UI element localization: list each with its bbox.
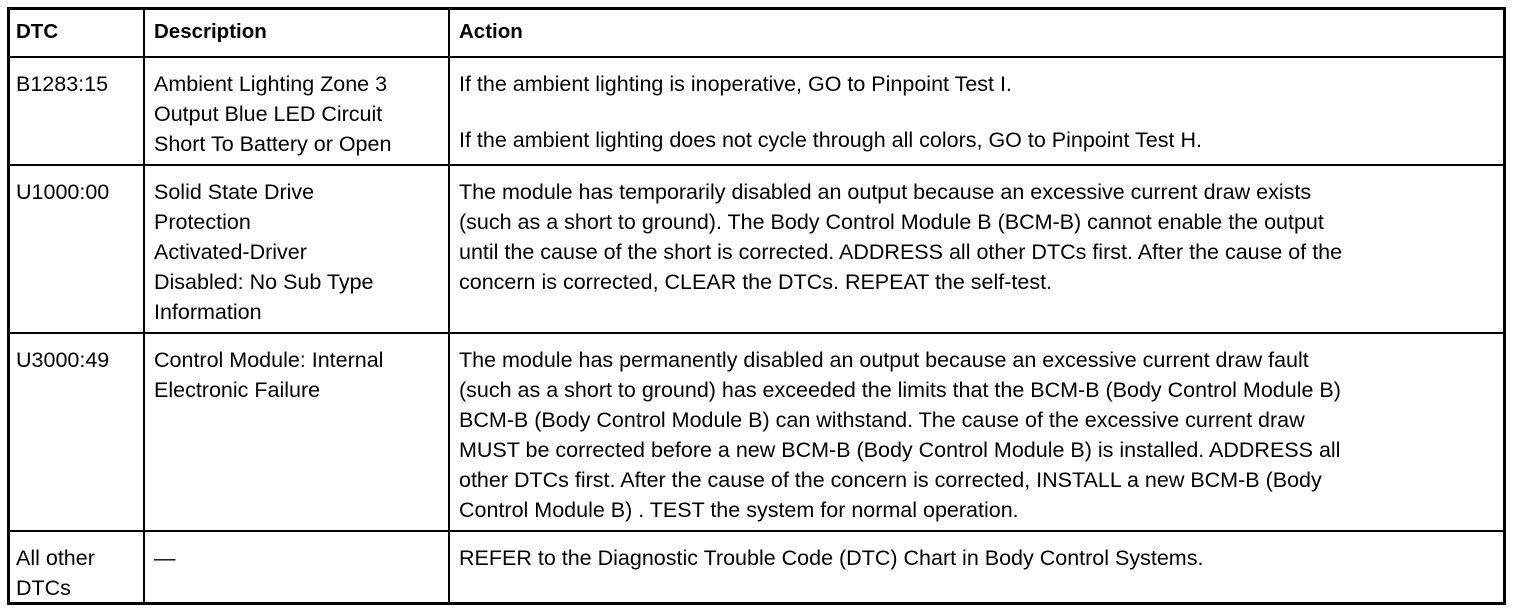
action-cell — [448, 166, 1503, 332]
action-line: Control Module B) . TEST the system for normal operation. — [459, 498, 1019, 522]
action-line: The module has temporarily disabled an output because an excessive current draw exists — [459, 180, 1312, 204]
action-line: REFER to the Diagnostic Trouble Code (DTC) Chart in Body Control Systems. — [459, 546, 1204, 570]
dtc-code: All other — [16, 546, 95, 570]
table-row — [10, 56, 1503, 164]
description-line: Short To Battery or Open — [154, 132, 392, 156]
dtc-code-cell — [10, 334, 143, 530]
dtc-table — [7, 7, 1506, 605]
description-line: Information — [154, 300, 262, 324]
action-paragraph — [459, 543, 1503, 573]
action-line: (such as a short to ground) has exceeded the limits that the BCM-B (Body Control Module B) — [459, 378, 1341, 402]
description-cell — [143, 532, 448, 602]
table-row — [10, 164, 1503, 332]
dtc-code-cell — [10, 166, 143, 332]
header-description: Description — [143, 10, 448, 56]
action-line: The module has permanently disabled an output because an excessive current draw fault — [459, 348, 1309, 372]
action-line: (such as a short to ground). The Body Control Module B (BCM-B) cannot enable the output — [459, 210, 1324, 234]
description-line: Control Module: Internal — [154, 348, 384, 372]
action-paragraph — [459, 125, 1503, 155]
description-cell — [143, 334, 448, 530]
header-action: Action — [448, 10, 1503, 56]
table-header-row — [10, 10, 1503, 56]
action-line: MUST be corrected before a new BCM-B (Body Control Module B) is installed. ADDRESS all — [459, 438, 1341, 462]
action-line: until the cause of the short is corrected. ADDRESS all other DTCs first. After the cause of the — [459, 240, 1343, 264]
dtc-code: U3000:49 — [16, 348, 110, 372]
description-cell — [143, 166, 448, 332]
header-dtc: DTC — [16, 20, 59, 43]
dtc-code: DTCs — [16, 576, 71, 600]
description-line: — — [154, 546, 176, 570]
dtc-code-cell — [10, 58, 143, 164]
action-line: concern is corrected, CLEAR the DTCs. REPEAT the self-test. — [459, 270, 1053, 294]
description-line: Activated-Driver — [154, 240, 307, 264]
action-paragraph — [459, 69, 1503, 99]
action-cell — [448, 334, 1503, 530]
action-paragraph — [459, 177, 1503, 297]
description-line: Disabled: No Sub Type — [154, 270, 374, 294]
description-line: Ambient Lighting Zone 3 — [154, 72, 388, 96]
action-line: BCM-B (Body Control Module B) can withstand. The cause of the excessive current draw — [459, 408, 1305, 432]
description-cell — [143, 58, 448, 164]
action-line: other DTCs first. After the cause of the concern is corrected, INSTALL a new BCM-B (Body — [459, 468, 1322, 492]
action-cell — [448, 58, 1503, 164]
dtc-code: B1283:15 — [16, 72, 109, 96]
description-line: Electronic Failure — [154, 378, 321, 402]
action-line: If the ambient lighting does not cycle through all colors, GO to Pinpoint Test H. — [459, 128, 1202, 152]
dtc-code: U1000:00 — [16, 180, 110, 204]
description-line: Protection — [154, 210, 251, 234]
action-line: If the ambient lighting is inoperative, GO to Pinpoint Test I. — [459, 72, 1012, 96]
action-cell — [448, 532, 1503, 602]
table-row — [10, 332, 1503, 530]
description-line: Solid State Drive — [154, 180, 315, 204]
description-line: Output Blue LED Circuit — [154, 102, 383, 126]
dtc-code-cell — [10, 532, 143, 602]
table-row — [10, 530, 1503, 602]
action-paragraph — [459, 345, 1503, 525]
